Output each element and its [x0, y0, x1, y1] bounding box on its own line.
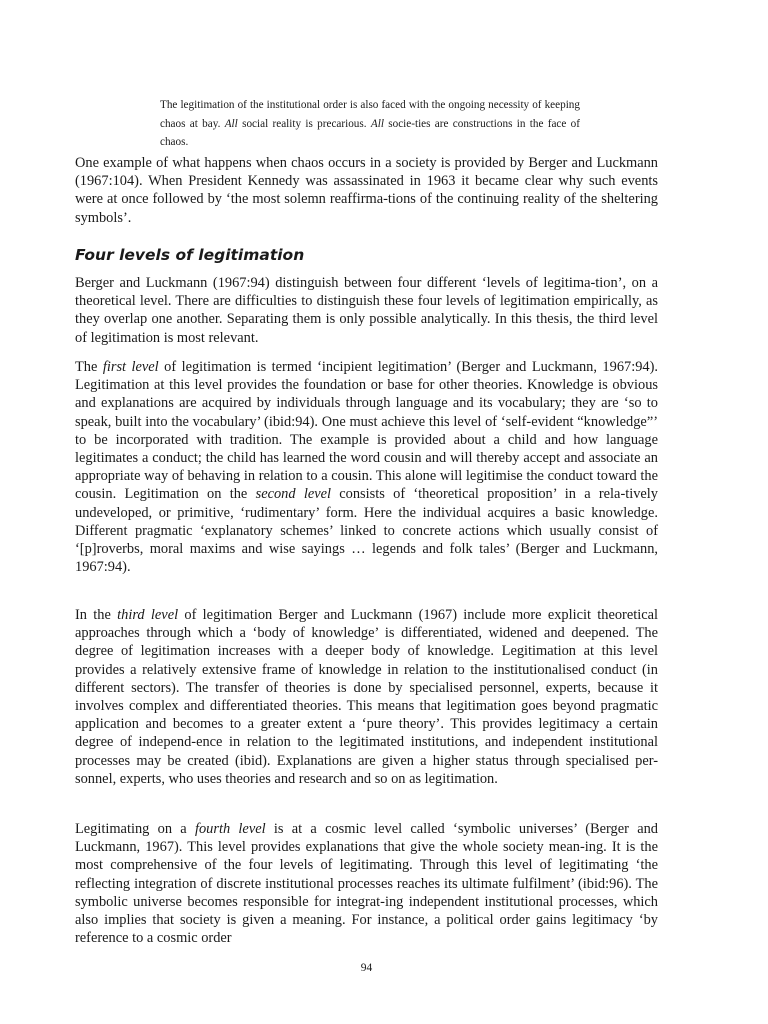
- section-heading: Four levels of legitimation: [75, 246, 305, 264]
- page-number: 94: [360, 962, 373, 974]
- paragraph-four-levels-intro: Berger and Luckmann (1967:94) distinguish between four different ‘levels of legitima-tion’, on a theoretical level. There are difficulties to distinguish these four levels of legitimation empirically, as they overlap one another. Separating them is only possible analytically. In this thesis, the third level of legitimation is most relevant.: [75, 275, 658, 346]
- paragraph-emphasis: third level: [117, 607, 179, 623]
- quote-text: socie-ties are constructions in the face of chaos.: [160, 117, 580, 148]
- paragraph-text: Legitimating on a: [75, 821, 195, 837]
- paragraph-text: In the: [75, 607, 118, 623]
- paragraph-third-level: [75, 606, 658, 788]
- paragraph-emphasis: second level: [255, 486, 331, 503]
- quote-text: The legitimation of the institutional order is also faced with the ongoing necessity of keeping chaos at bay.: [160, 99, 580, 130]
- paragraph-text: The: [75, 359, 103, 375]
- block-quote: [160, 96, 580, 152]
- quote-emphasis: All: [224, 117, 238, 130]
- paragraph-fourth-level: [75, 820, 658, 947]
- paragraph-text: is at a cosmic level called ‘symbolic universes’ (Berger and Luckmann, 1967). This level provides explanations that give the whole society mean-ing. It is the most comprehensive of the four levels of legitimating. Through this level of legitimating ‘the reflecting integration of discrete institutional processes reaches its ultimate fulfilment’ (ibid:96). The symbolic universe becomes responsible for integrat-ing independent institutional processes, which also implies that society is given a meaning. For instance, a political order gains legitimacy ‘by reference to a cosmic order: [75, 821, 658, 947]
- paragraph-text: of legitimation is termed ‘incipient legitimation’ (Berger and Luckmann, 1967:94). Legitimation at this level provides the foundation or base for other theories. Knowledge is obvious and explanations are acquired by individuals through language and its vocabulary; they are ‘so to speak, built into the vocabulary’ (ibid:94). One must achieve this level of ‘self-evident “knowledge”’ to be incorporated with tradition. The example is provided about a child and how language legitimates a conduct; the child has learned the word cousin and will thereby accept and associate an appropriate way of behaving in relation to a cousin. This alone will legitimise the conduct toward the cousin. Legitimation on the: [75, 359, 658, 503]
- paragraph-text: of legitimation Berger and Luckmann (1967) include more explicit theoretical approaches through which a ‘body of knowledge’ is differentiated, widened and deepened. The degree of legitimation increases with a deeper body of knowledge. Legitimation at this level provides a relatively extensive frame of knowledge in relation to the institutionalised conduct (in different sectors). The transfer of theories is done by specialised personnel, experts, because it involves complex and differentiated theories. This means that legitimation goes beyond pragmatic application and becomes to a greater extent a ‘pure theory’. This provides legitimacy a certain degree of independ-ence in relation to the legitimated institutions, and independent institutional processes may be created (ibid). Explanations are given a higher status through specialised per-sonnel, experts, who uses theories and research and so on as legitimation.: [75, 607, 659, 787]
- quote-emphasis: All: [370, 117, 384, 130]
- paragraph-first-second-level: [75, 358, 658, 576]
- paragraph-chaos-example: One example of what happens when chaos occurs in a society is provided by Berger and Luckmann (1967:104). When President Kennedy was assassinated in 1963 it became clear why such events were at once followed by ‘the most solemn reaffirma-tions of the continuing reality of the sheltering symbols’.: [75, 155, 658, 226]
- paragraph-emphasis: fourth level: [194, 821, 266, 837]
- paragraph-text: consists of ‘theoretical proposition’ in a rela-tively undeveloped, or primitive, ‘rudimentary’ form. Here the individual acquires a basic knowledge. Different pragmatic ‘explanatory schemes’ linked to concrete actions which usually consist of ‘[p]roverbs, moral maxims and wise sayings … legends and folk tales’ (Berger and Luckmann, 1967:94).: [75, 486, 659, 576]
- paragraph-emphasis: first level: [102, 359, 159, 375]
- quote-text: social reality is precarious.: [237, 117, 371, 130]
